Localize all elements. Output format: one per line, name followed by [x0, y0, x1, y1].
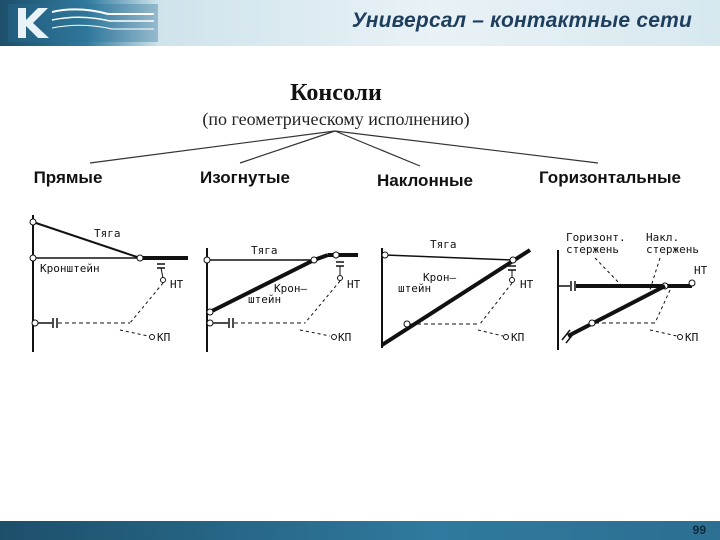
category-curved: Изогнутые — [200, 168, 290, 187]
label-tyaga-2: Тяга — [251, 244, 278, 257]
label-incl-rod-1: Накл. — [646, 231, 680, 244]
label-nt-2: НТ — [347, 278, 361, 291]
label-tyaga-3: Тяга — [430, 238, 457, 251]
label-kp-3: КП — [511, 331, 525, 344]
tree-lines — [90, 131, 598, 166]
consoles-diagram — [0, 46, 720, 520]
page-title: Универсал – контактные сети — [351, 9, 692, 32]
schematic-inclined — [382, 248, 530, 348]
label-kronshtein-1: Кронштейн — [40, 262, 100, 275]
category-horizontal: Горизонтальные — [539, 168, 681, 187]
label-nt-4: НТ — [694, 264, 708, 277]
label-nt-1: НТ — [170, 278, 184, 291]
company-logo — [8, 4, 158, 42]
page-number: 99 — [692, 523, 706, 537]
header-bar — [0, 0, 720, 46]
label-nt-3: НТ — [520, 278, 534, 291]
label-kron-3: Крон– — [423, 271, 457, 284]
category-inclined: Наклонные — [377, 171, 473, 190]
label-kp-2: КП — [338, 331, 352, 344]
label-shtein-2: штейн — [248, 293, 282, 306]
category-straight: Прямые — [33, 168, 103, 187]
label-tyaga-1: Тяга — [94, 227, 121, 240]
schematic-horizontal — [558, 250, 695, 350]
label-kp-1: КП — [157, 331, 171, 344]
label-shtein-3: штейн — [398, 282, 432, 295]
label-incl-rod-2: стержень — [646, 243, 699, 256]
footer-bar — [0, 521, 720, 540]
label-horiz-rod-1: Горизонт. — [566, 231, 626, 244]
label-kp-4: КП — [685, 331, 699, 344]
label-horiz-rod-2: стержень — [566, 243, 619, 256]
root-title: Консоли — [290, 80, 382, 106]
root-subtitle: (по геометрическому исполнению) — [202, 109, 470, 129]
label-kron-2: Крон– — [274, 282, 308, 295]
